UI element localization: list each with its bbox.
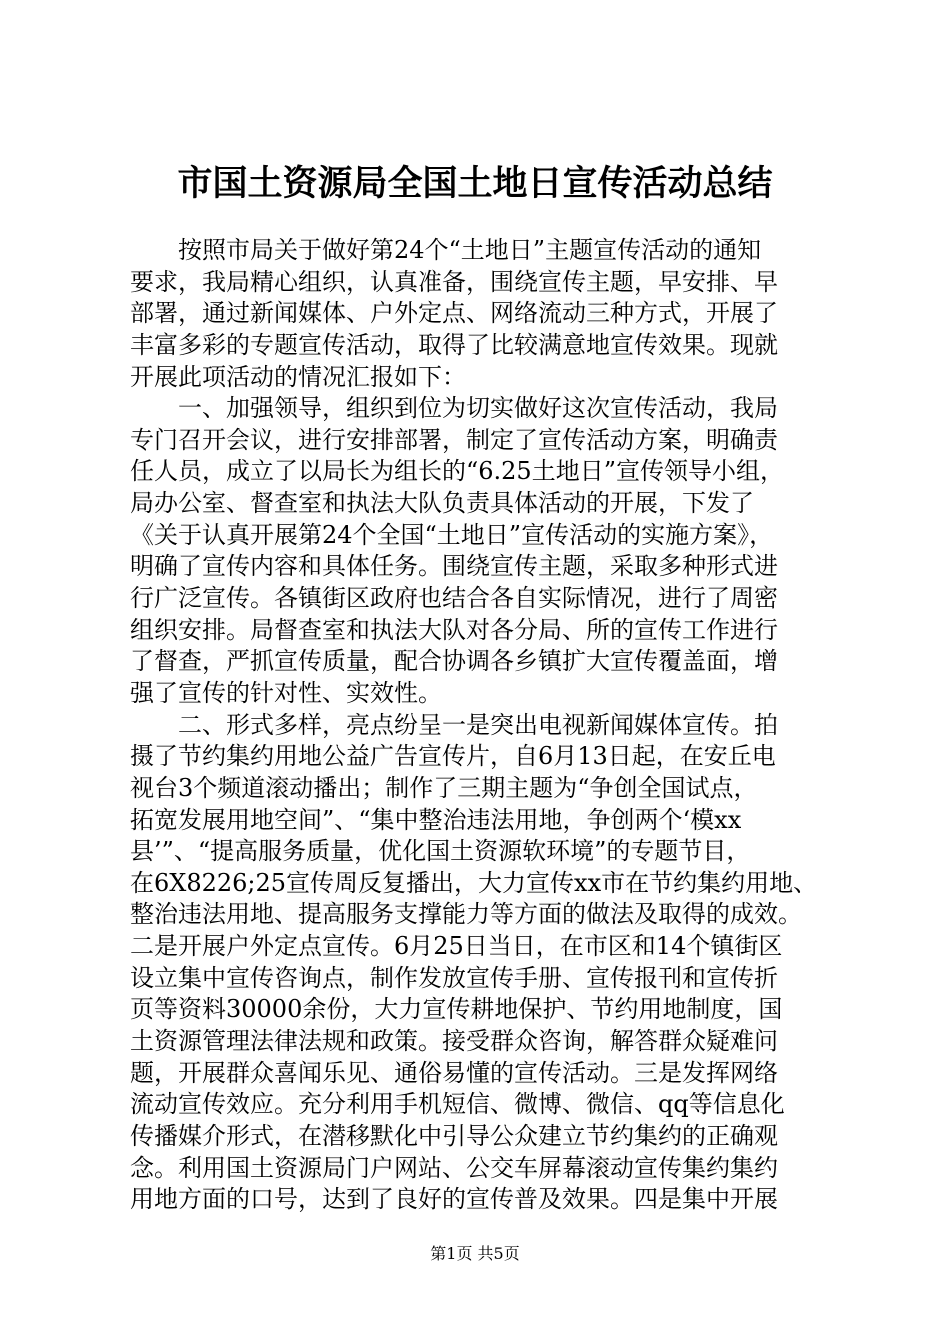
body-line: 要求，我局精心组织，认真准备，围绕宣传主题，早安排、早 [130, 267, 778, 296]
body-line: 丰富多彩的专题宣传活动，取得了比较满意地宣传效果。现就 [130, 330, 778, 359]
body-line: 了督查，严抓宣传质量，配合协调各乡镇扩大宣传覆盖面，增 [130, 647, 778, 676]
body-line: 拓宽发展用地空间”、“集中整治违法用地，争创两个‘模xx [130, 805, 742, 834]
body-line: 按照市局关于做好第24个“土地日”主题宣传活动的通知 [130, 236, 762, 264]
body-line: 念。利用国土资源局门户网站、公交车屏幕滚动宣传集约集约 [130, 1153, 778, 1182]
body-line: 局办公室、督查室和执法大队负责具体活动的开展，下发了 [130, 489, 754, 518]
body-line: 县’”、“提高服务质量，优化国土资源软环境”的专题节目， [130, 837, 751, 866]
document-body [130, 235, 830, 1216]
body-line: 任人员，成立了以局长为组长的“6.25土地日”宣传领导小组， [130, 457, 784, 486]
body-line: 整治违法用地、提高服务支撑能力等方面的做法及取得的成效。 [130, 900, 802, 929]
body-line: 二是开展户外定点宣传。6月25日当日，在市区和14个镇街区 [130, 932, 783, 961]
body-line: 设立集中宣传咨询点，制作发放宣传手册、宣传报刊和宣传折 [130, 963, 778, 992]
body-line: 视台3个频道滚动播出；制作了三期主题为“争创全国试点， [130, 773, 758, 802]
body-line: 流动宣传效应。充分利用手机短信、微博、微信、qq等信息化 [130, 1090, 785, 1119]
body-line: 专门召开会议，进行安排部署，制定了宣传活动方案，明确责 [130, 425, 778, 454]
body-line: 二、形式多样，亮点纷呈一是突出电视新闻媒体宣传。拍 [130, 710, 778, 739]
body-line: 开展此项活动的情况汇报如下： [130, 362, 466, 391]
body-line: 土资源管理法律法规和政策。接受群众咨询，解答群众疑难问 [130, 1027, 778, 1056]
body-line: 用地方面的口号，达到了良好的宣传普及效果。四是集中开展 [130, 1185, 778, 1214]
page-footer: 第1页 共5页 [430, 1244, 520, 1263]
body-line: 传播媒介形式，在潜移默化中引导公众建立节约集约的正确观 [130, 1121, 778, 1150]
body-line: 在6X8226;25宣传周反复播出，大力宣传xx市在节约集约用地、 [130, 868, 818, 897]
document-title: 市国土资源局全国土地日宣传活动总结 [177, 163, 773, 204]
body-line: 行广泛宣传。各镇街区政府也结合各自实际情况，进行了周密 [130, 584, 778, 613]
body-line: 摄了节约集约用地公益广告宣传片，自6月13日起，在安丘电 [130, 742, 776, 771]
body-line: 组织安排。局督查室和执法大队对各分局、所的宣传工作进行 [130, 615, 778, 644]
body-line: 明确了宣传内容和具体任务。围绕宣传主题，采取多种形式进 [130, 552, 778, 581]
body-line: 强了宣传的针对性、实效性。 [130, 678, 442, 707]
body-line: 部署，通过新闻媒体、户外定点、网络流动三种方式，开展了 [130, 299, 778, 328]
body-line: 页等资料30000余份，大力宣传耕地保护、节约用地制度，国 [130, 995, 783, 1024]
body-line: 《关于认真开展第24个全国“土地日”宣传活动的实施方案》， [130, 520, 774, 549]
body-line: 一、加强领导，组织到位为切实做好这次宣传活动，我局 [130, 394, 778, 423]
body-line: 题，开展群众喜闻乐见、通俗易懂的宣传活动。三是发挥网络 [130, 1058, 778, 1087]
